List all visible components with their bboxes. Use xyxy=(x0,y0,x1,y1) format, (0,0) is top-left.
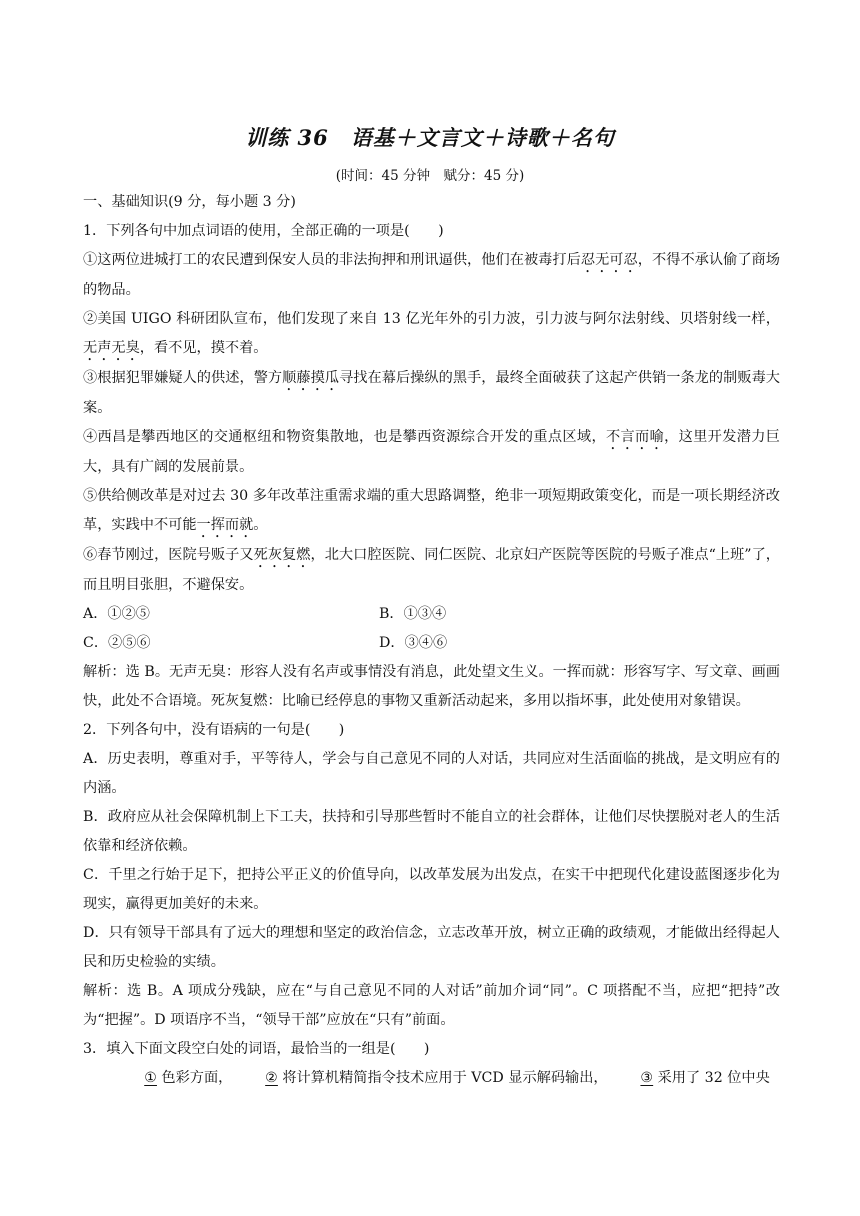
options-row-2 xyxy=(83,629,780,658)
passage-text: 将计算机精简指令技术应用于 VCD 显示解码输出， xyxy=(282,1070,608,1086)
question-1-sentence-3 xyxy=(83,364,780,423)
blank-1: ① xyxy=(144,1070,157,1086)
sentence-text: ③根据犯罪嫌疑人的供述，警方 xyxy=(83,370,283,386)
document-body xyxy=(83,188,780,1093)
sentence-text: ⑤供给侧改革是对过去 30 多年改革注重需求端的重大思路调整，绝非一项短期政策变化，而是一项长期经济改革，实践中不可能 xyxy=(83,488,780,533)
sentence-text: ，不得不承认偷了商场的物品。 xyxy=(83,252,780,298)
page-title: 训练 36 语基＋文言文＋诗歌＋名句 xyxy=(245,125,615,150)
passage-text: 色彩方面， xyxy=(161,1070,233,1086)
question-3-passage xyxy=(83,1064,780,1093)
sentence-text: ⑥春节刚过，医院号贩子又 xyxy=(83,547,254,563)
option-b: B．①③④ xyxy=(379,606,447,622)
sentence-text: ④西昌是攀西地区的交通枢纽和物资集散地，也是攀西资源综合开发的重点区域， xyxy=(83,429,606,445)
sentence-text: ①这两位进城打工的农民遭到保安人员的非法拘押和刑讯逼供，他们在被毒打后 xyxy=(83,252,581,268)
dotted-term: 不言而喻 xyxy=(605,429,665,445)
question-2-option-c: C．千里之行始于足下，把持公平正义的价值导向，以改革发展为出发点，在实干中把现代化建设蓝图逐步化为现实，赢得更加美好的未来。 xyxy=(83,867,780,912)
question-1-sentence-1 xyxy=(83,246,780,305)
sentence-text: 寻找在幕后操纵的黑手，最终全面破获了这起产供销一条龙的制贩毒大案。 xyxy=(83,370,780,416)
question-2-option-a: A．历史表明，尊重对手，平等待人，学会与自己意见不同的人对话，共同应对生活面临的挑战，是文明应有的内涵。 xyxy=(83,751,780,796)
page-subtitle: (时间：45 分钟 赋分：45 分) xyxy=(335,168,525,184)
question-1-sentence-6 xyxy=(83,541,780,600)
dotted-term: 一挥而就 xyxy=(196,517,254,533)
option-c: C．②⑤⑥ xyxy=(83,635,151,651)
sentence-text: ，北大口腔医院、同仁医院、北京妇产医院等医院的号贩子准点“上班”了，而且明目张胆，不避保安。 xyxy=(83,547,780,593)
blank-2: ② xyxy=(265,1070,278,1086)
option-a: A．①②⑤ xyxy=(83,606,150,622)
sentence-text: ，看不见，摸不着。 xyxy=(139,340,268,356)
dotted-term: 顺藤摸瓜 xyxy=(282,370,340,386)
dotted-term: 死灰复燃 xyxy=(253,547,311,563)
question-1-sentence-5 xyxy=(83,482,780,541)
section-heading: 一、基础知识(9 分，每小题 3 分) xyxy=(83,194,296,210)
question-2-analysis: 解析：选 B。A 项成分残缺，应在“与自己意见不同的人对话”前加介词“同”。C 项搭配不当，应把“把持”改为“把握”。D 项语序不当，“领导干部”应放在“只有”前面。 xyxy=(83,983,780,1028)
question-1-sentence-4 xyxy=(83,423,780,482)
blank-3: ③ xyxy=(640,1070,654,1086)
dotted-term: 无声无臭 xyxy=(83,340,140,356)
options-row-1 xyxy=(83,600,780,629)
sentence-text: 。 xyxy=(253,517,268,533)
sentence-text: ，这里开发潜力巨大，具有广阔的发展前景。 xyxy=(83,429,780,475)
question-1-analysis: 解析：选 B。无声无臭：形容人没有名声或事情没有消息，此处望文生义。一挥而就：形容写字、写文章、画画快，此处不合语境。死灰复燃：比喻已经停息的事物又重新活动起来，多用以指坏事，此处使用对象错误。 xyxy=(83,664,780,709)
question-2-stem: 2．下列各句中，没有语病的一句是( ) xyxy=(83,722,345,738)
passage-text: 采用了 32 位中央 xyxy=(657,1070,770,1086)
question-3-stem: 3．填入下面文段空白处的词语，最恰当的一组是( ) xyxy=(83,1041,430,1057)
option-d: D．③④⑥ xyxy=(379,635,448,651)
question-2-option-b: B．政府应从社会保障机制上下工夫，扶持和引导那些暂时不能自立的社会群体，让他们尽快摆脱对老人的生活依靠和经济依赖。 xyxy=(83,809,780,854)
question-1-sentence-2 xyxy=(83,305,780,364)
question-1-stem: 1．下列各句中加点词语的使用，全部正确的一项是( ) xyxy=(83,223,444,239)
dotted-term: 忍无可忍 xyxy=(580,252,638,268)
sentence-text: ②美国 UIGO 科研团队宣布，他们发现了来自 13 亿光年外的引力波，引力波与阿尔法射线、贝塔射线一样， xyxy=(83,311,780,327)
question-2-option-d: D．只有领导干部具有了远大的理想和坚定的政治信念，立志改革开放，树立正确的政绩观，才能做出经得起人民和历史检验的实绩。 xyxy=(83,925,780,970)
